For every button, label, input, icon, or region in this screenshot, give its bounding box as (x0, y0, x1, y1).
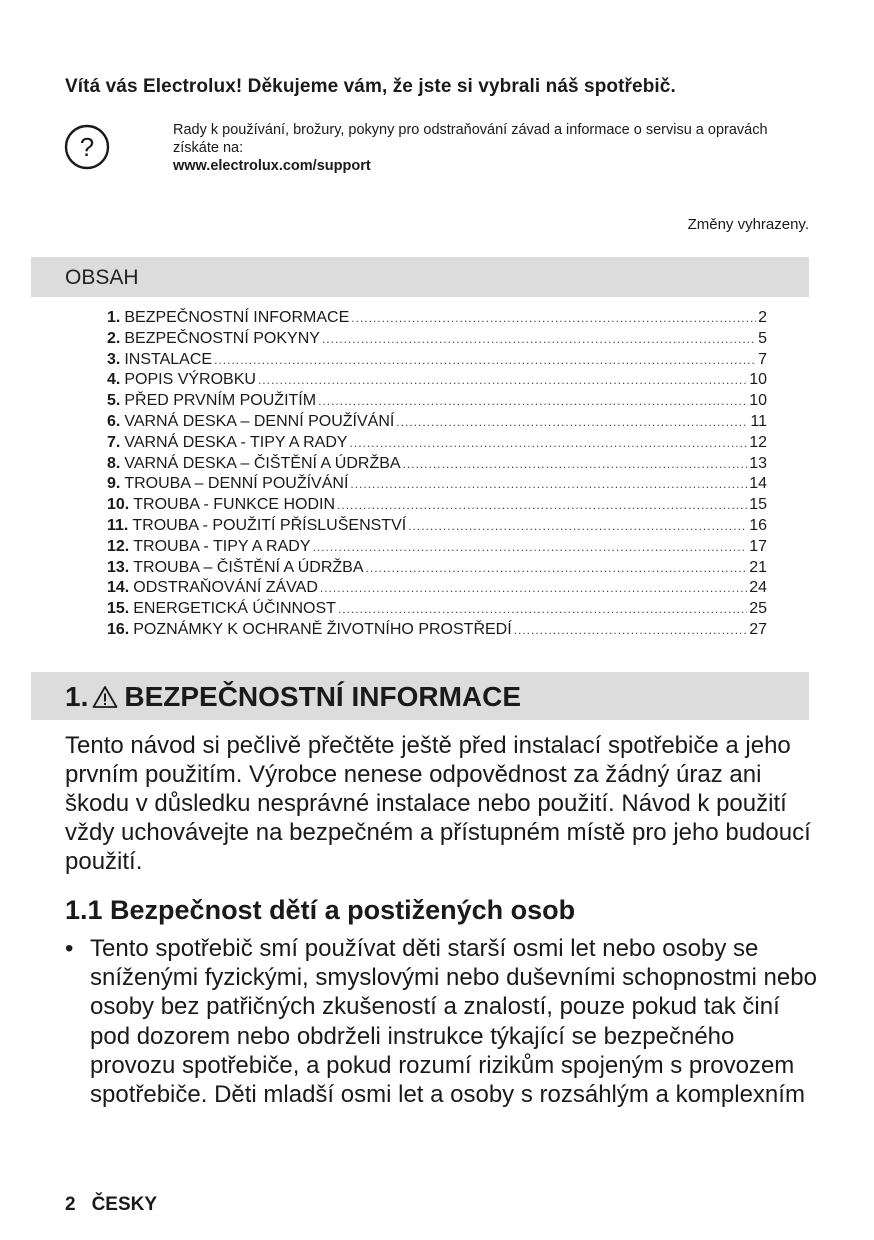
toc-item[interactable] (107, 537, 767, 558)
toc-leader-dots (366, 558, 748, 579)
toc-item-label: BEZPEČNOSTNÍ INFORMACE (124, 309, 350, 326)
toc-item-page: 21 (749, 558, 767, 576)
toc-leader-dots (350, 433, 748, 454)
toc-leader-dots (318, 391, 747, 412)
bullet-item (65, 934, 825, 1109)
toc-item[interactable] (107, 433, 767, 454)
toc-item-page: 2 (758, 309, 767, 326)
page-footer (65, 1194, 157, 1216)
language-label: ČESKY (91, 1194, 158, 1215)
toc-item-number: 16. (107, 620, 130, 638)
toc-item-page: 14 (749, 475, 767, 493)
toc-item[interactable] (107, 495, 767, 516)
toc-item-page: 25 (749, 600, 767, 618)
toc-item-label: INSTALACE (124, 350, 213, 368)
toc-item-number: 13. (107, 558, 130, 576)
toc-item-page: 11 (750, 412, 767, 430)
toc-item[interactable] (107, 558, 767, 579)
toc-item-label: VARNÁ DESKA – ČIŠTĚNÍ A ÚDRŽBA (124, 454, 401, 472)
toc-item-label: ENERGETICKÁ ÚČINNOST (133, 600, 336, 618)
toc-item-label: POZNÁMKY K OCHRANĚ ŽIVOTNÍHO PROSTŘEDÍ (133, 620, 512, 638)
toc-leader-dots (350, 474, 747, 495)
toc-item-label: TROUBA - POUŽITÍ PŘÍSLUŠENSTVÍ (132, 516, 407, 534)
bullet-text: Tento spotřebič smí používat děti starší osmi let nebo osoby se sníženými fyzickými, smyslovými nebo duševními schopnostmi nebo osoby bez patřičných zkušeností a znalostí, pouze pokud tak činí pod dozorem nebo obdrželi instrukce týkající se bezpečného provozu spotřebiče, a pokud rozumí rizikům spojeným s provozem spotřebiče. Děti mladší osmi let a osoby s rozsáhlým a komplexním (90, 935, 817, 1109)
toc-item[interactable] (107, 516, 767, 537)
toc-item-number: 14. (107, 579, 130, 597)
toc-item-label: TROUBA - FUNKCE HODIN (133, 496, 336, 514)
toc-item-number: 8. (107, 454, 121, 472)
toc-item[interactable] (107, 454, 767, 475)
toc-item-number: 5. (107, 392, 121, 410)
toc-item-page: 24 (749, 579, 767, 597)
toc-item-label: TROUBA – DENNÍ POUŽÍVÁNÍ (124, 475, 349, 493)
support-text: Rady k používání, brožury, pokyny pro odstraňování závad a informace o servisu a opravách získáte na: (173, 122, 768, 156)
toc-item-label: ODSTRAŇOVÁNÍ ZÁVAD (133, 579, 318, 597)
toc-leader-dots (214, 350, 756, 371)
toc-item-page: 7 (758, 350, 767, 368)
toc-item-number: 7. (107, 433, 121, 451)
toc-leader-dots (396, 412, 748, 433)
toc-leader-dots (514, 620, 748, 641)
page-number: 2 (65, 1194, 76, 1215)
support-link[interactable]: www.electrolux.com/support (173, 158, 371, 174)
section-title (65, 672, 521, 722)
toc-item[interactable] (107, 308, 767, 329)
question-circle-icon (64, 124, 110, 170)
toc-item-page: 10 (749, 392, 767, 410)
toc-item-label: PŘED PRVNÍM POUŽITÍM (124, 392, 317, 410)
toc-item-page: 17 (749, 537, 767, 555)
table-of-contents (107, 308, 767, 641)
toc-item-number: 1. (107, 309, 121, 326)
toc-leader-dots (403, 454, 748, 475)
warning-triangle-icon (92, 685, 118, 709)
toc-item-page: 12 (749, 433, 767, 451)
changes-note: Změny vyhrazeny. (687, 216, 809, 233)
toc-leader-dots (337, 495, 747, 516)
toc-item-number: 12. (107, 537, 130, 555)
intro-paragraph: Tento návod si pečlivě přečtěte ještě před instalací spotřebiče a jeho prvním použitím. Výrobce nenese odpovědnost za žádný úraz ani škodu v důsledku nesprávné instalace nebo použití. Návod k použití vždy uchovávejte na bezpečném a přístupném místě pro jeho budoucí použití. (65, 732, 811, 875)
toc-item[interactable] (107, 599, 767, 620)
toc-leader-dots (322, 329, 756, 350)
toc-item-label: TROUBA – ČIŠTĚNÍ A ÚDRŽBA (133, 558, 364, 576)
toc-item-label: BEZPEČNOSTNÍ POKYNY (124, 329, 320, 347)
toc-item-number: 3. (107, 350, 121, 368)
toc-item-number: 15. (107, 600, 130, 618)
toc-item[interactable] (107, 620, 767, 641)
toc-item-page: 5 (758, 329, 767, 347)
toc-item[interactable] (107, 578, 767, 599)
toc-leader-dots (320, 578, 747, 599)
toc-item-number: 4. (107, 371, 121, 389)
toc-item-number: 6. (107, 412, 121, 430)
toc-item-number: 11. (107, 516, 129, 534)
toc-item-page: 16 (749, 516, 767, 534)
toc-item[interactable] (107, 329, 767, 350)
toc-item-label: VARNÁ DESKA – DENNÍ POUŽÍVÁNÍ (124, 412, 395, 430)
toc-title: OBSAH (65, 266, 139, 289)
toc-item-page: 15 (749, 496, 767, 514)
toc-item[interactable] (107, 474, 767, 495)
bullet-marker: • (65, 935, 74, 962)
toc-item-number: 10. (107, 496, 130, 514)
section-title-text: BEZPEČNOSTNÍ INFORMACE (124, 681, 522, 712)
toc-item-label: POPIS VÝROBKU (124, 371, 256, 389)
support-info (173, 121, 813, 175)
section-header (31, 672, 809, 720)
toc-leader-dots (258, 370, 747, 391)
toc-item[interactable] (107, 350, 767, 371)
toc-leader-dots (351, 308, 756, 329)
toc-item[interactable] (107, 391, 767, 412)
toc-item-page: 10 (749, 371, 767, 389)
section-number: 1. (65, 681, 89, 712)
subsection-title: 1.1 Bezpečnost dětí a postižených osob (65, 895, 576, 925)
toc-item-page: 13 (749, 454, 767, 472)
toc-header (31, 257, 809, 297)
toc-leader-dots (408, 516, 747, 537)
toc-item-page: 27 (749, 620, 767, 638)
toc-item-number: 9. (107, 475, 121, 493)
svg-text:?: ? (79, 132, 95, 162)
toc-leader-dots (313, 537, 748, 558)
toc-item-number: 2. (107, 329, 121, 347)
toc-item-label: VARNÁ DESKA - TIPY A RADY (124, 433, 348, 451)
toc-item[interactable] (107, 412, 767, 433)
welcome-heading: Vítá vás Electrolux! Děkujeme vám, že jste si vybrali náš spotřebič. (65, 76, 676, 97)
toc-item[interactable] (107, 370, 767, 391)
toc-item-label: TROUBA - TIPY A RADY (133, 537, 311, 555)
toc-leader-dots (338, 599, 747, 620)
